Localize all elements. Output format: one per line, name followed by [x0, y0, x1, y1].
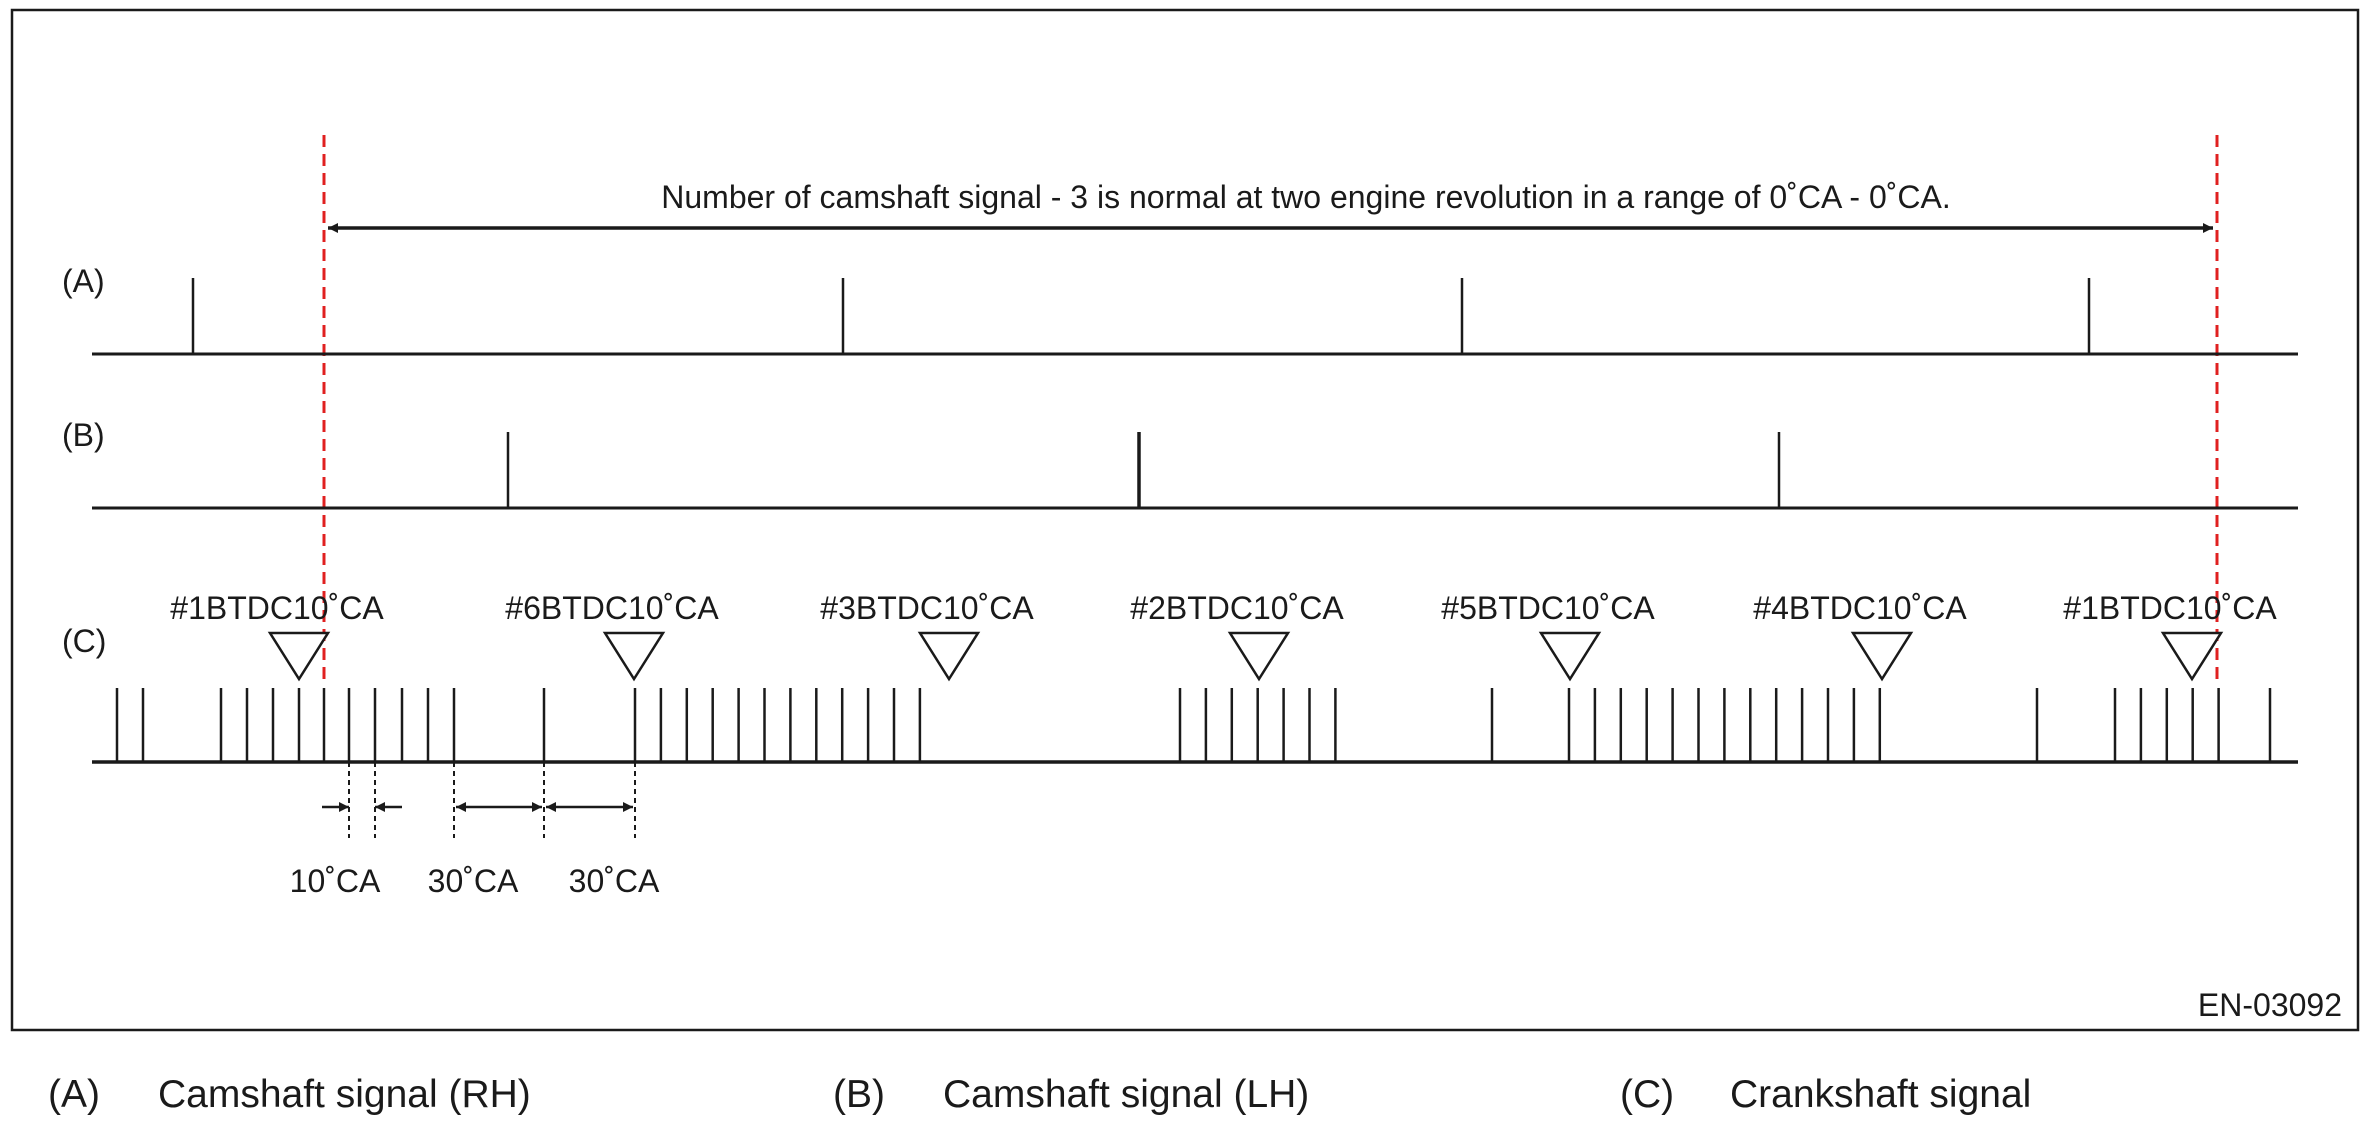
tdc-label: #1BTDC10˚CA: [170, 590, 384, 626]
figure-id: EN-03092: [2197, 987, 2342, 1023]
tdc-triangle: [270, 633, 328, 679]
legend-key-a: (A): [48, 1073, 100, 1116]
tdc-triangle: [1230, 633, 1288, 679]
dim-label-30ca-1: 30˚CA: [427, 863, 519, 899]
camshaft-rh-pulses: [193, 278, 2089, 354]
tdc-label: #5BTDC10˚CA: [1441, 590, 1655, 626]
tdc-label: #1BTDC10˚CA: [2063, 590, 2277, 626]
tdc-triangle: [1853, 633, 1911, 679]
crankshaft-teeth: [117, 688, 2270, 762]
camshaft-lh-pulses: [508, 432, 1779, 508]
row-key-c: (C): [62, 623, 107, 659]
legend-text-a: Camshaft signal (RH): [158, 1073, 531, 1116]
tdc-markers: [170, 590, 2277, 679]
tdc-triangle: [920, 633, 978, 679]
dim-label-10ca: 10˚CA: [289, 863, 381, 899]
dimension-annotations: [290, 762, 660, 899]
legend-key-c: (C): [1620, 1073, 1675, 1116]
legend-text-b: Camshaft signal (LH): [943, 1073, 1310, 1116]
tdc-label: #3BTDC10˚CA: [820, 590, 1034, 626]
legend-item-c: [1620, 1070, 2031, 1120]
legend-text-c: Crankshaft signal: [1730, 1073, 2032, 1116]
dim-label-30ca-2: 30˚CA: [568, 863, 660, 899]
tdc-triangle: [2163, 633, 2221, 679]
row-key-a: (A): [62, 263, 105, 299]
tdc-label: #4BTDC10˚CA: [1753, 590, 1967, 626]
tdc-label: #2BTDC10˚CA: [1130, 590, 1344, 626]
legend-item-b: [833, 1070, 1309, 1120]
range-heading: Number of camshaft signal - 3 is normal at two engine revolution in a range of 0˚CA - 0˚CA.: [661, 179, 1951, 215]
row-key-b: (B): [62, 417, 105, 453]
legend-key-b: (B): [833, 1073, 885, 1116]
legend-item-a: [48, 1070, 531, 1120]
tdc-triangle: [605, 633, 663, 679]
tdc-label: #6BTDC10˚CA: [505, 590, 719, 626]
tdc-triangle: [1541, 633, 1599, 679]
